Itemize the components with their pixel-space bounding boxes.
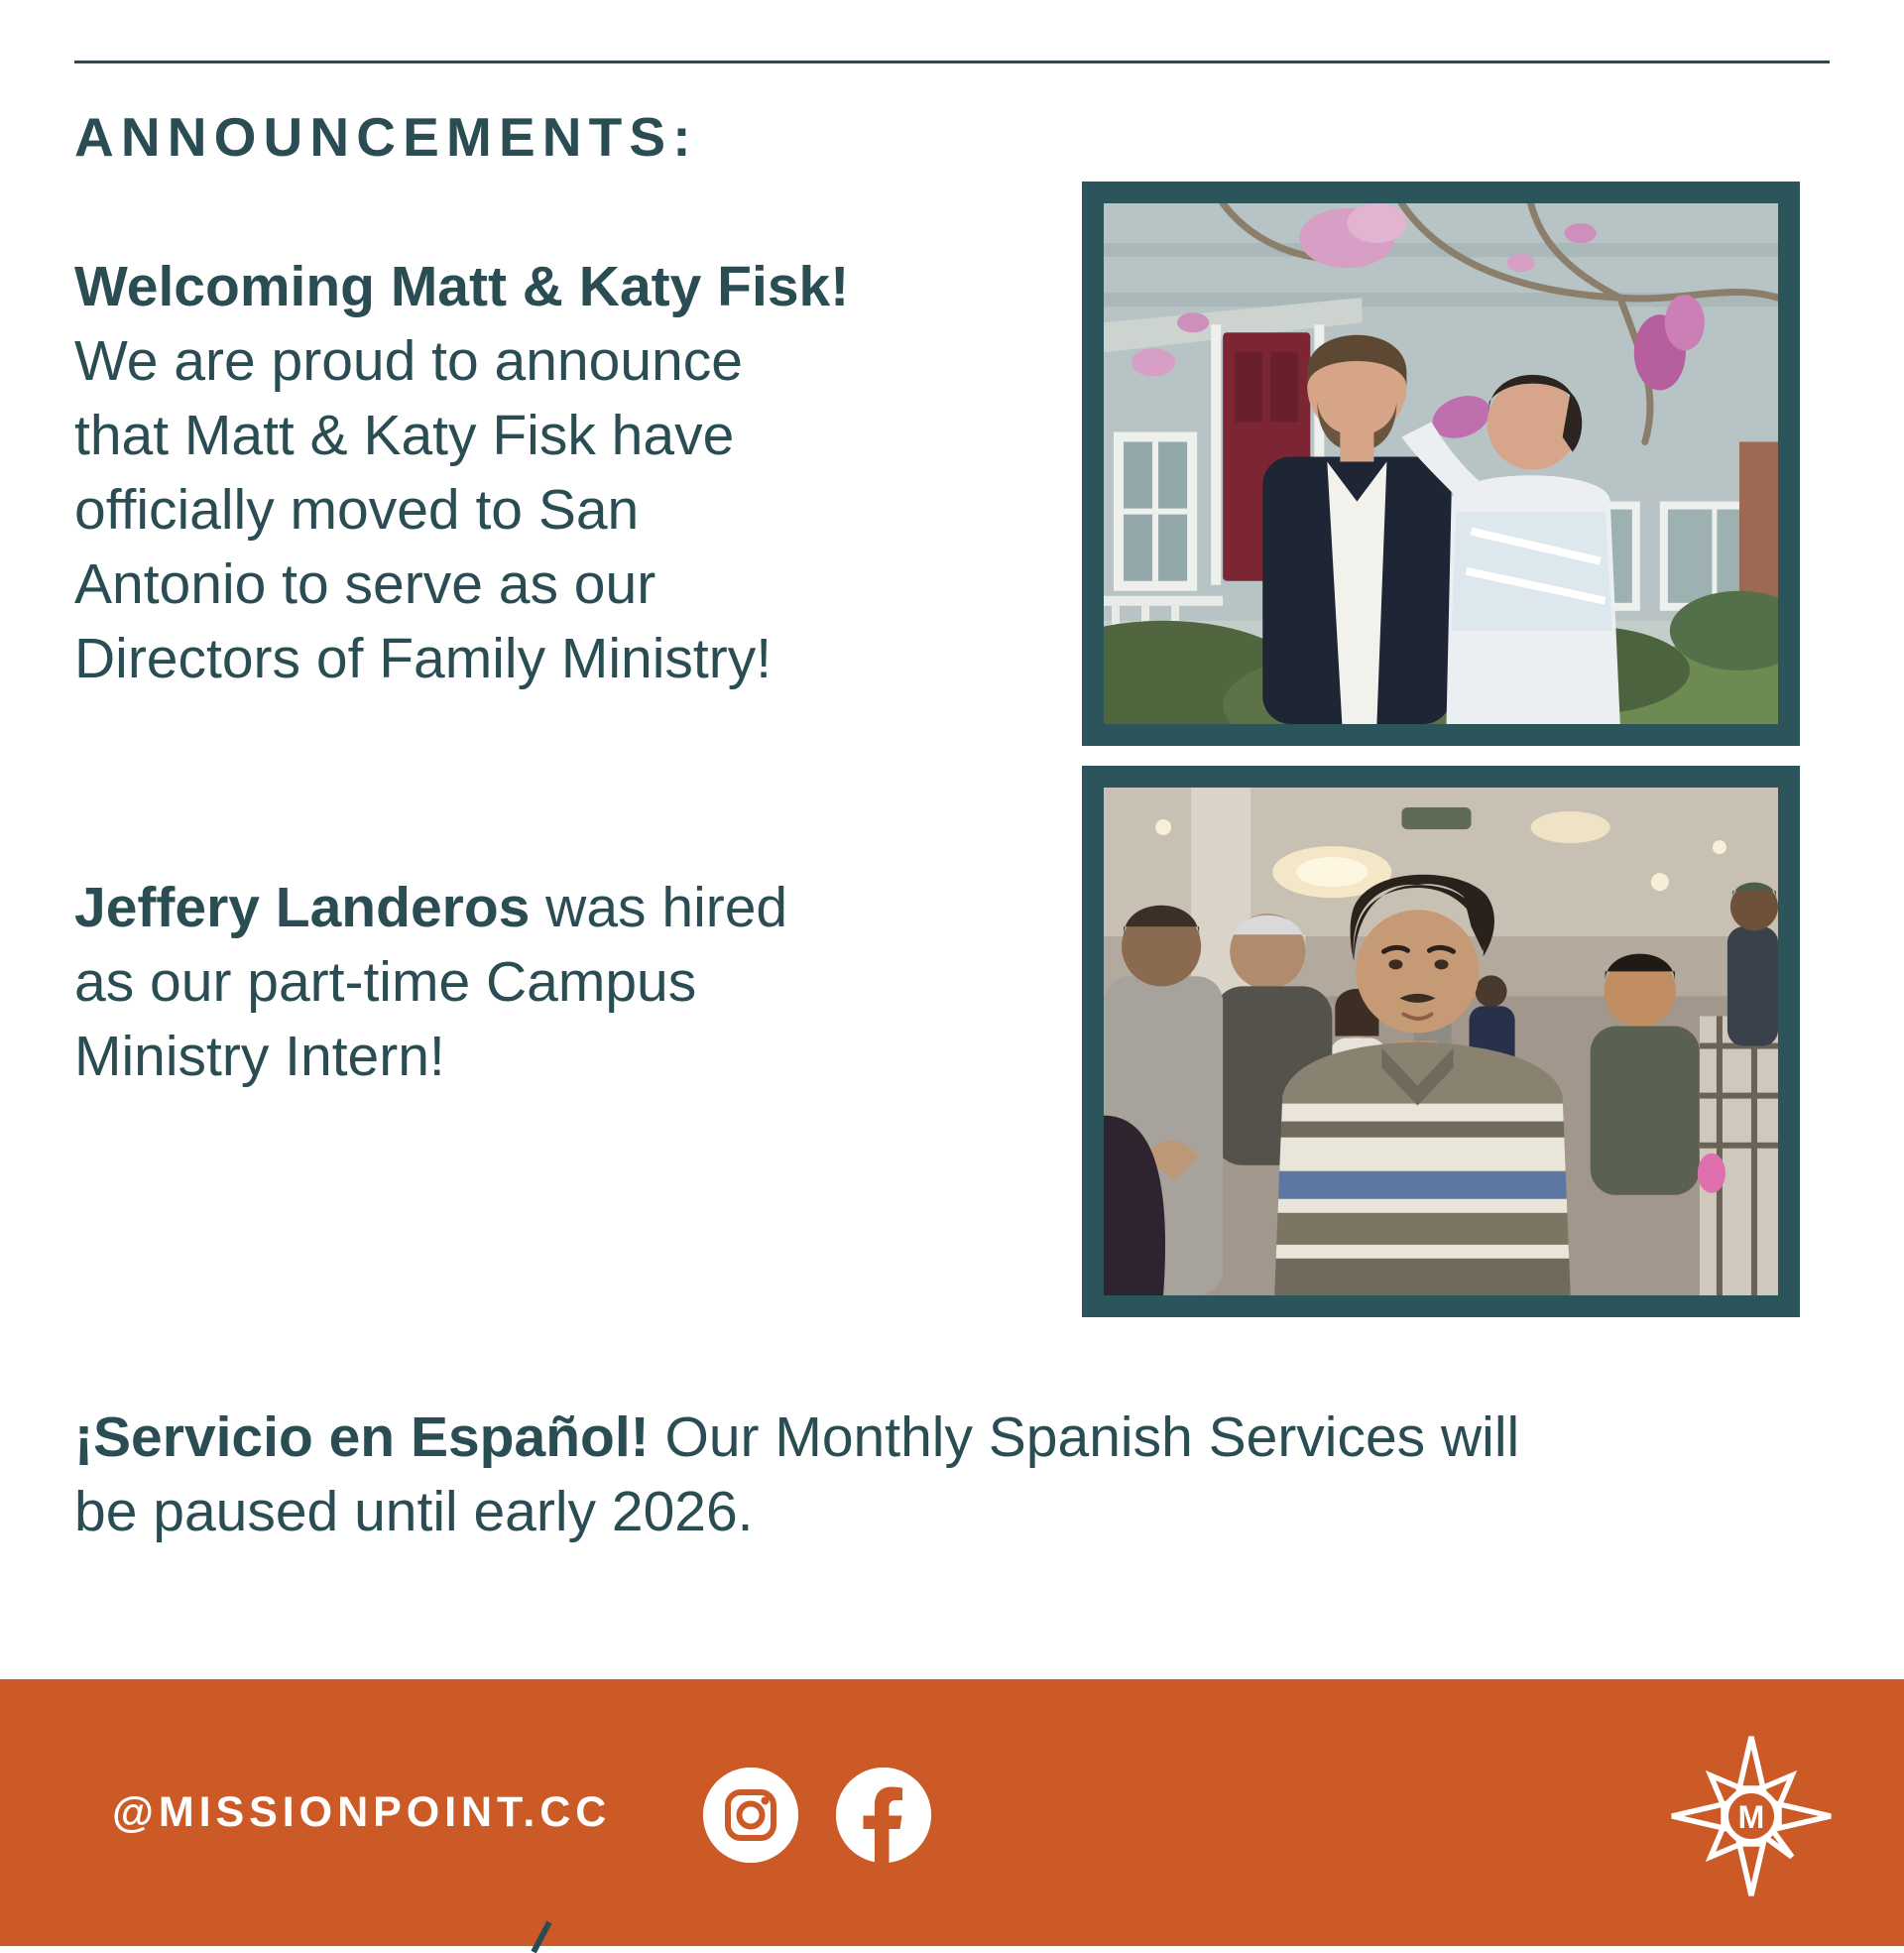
photo-matt-katy-fisk — [1082, 182, 1800, 746]
page-title: ANNOUNCEMENTS: — [74, 106, 698, 168]
text-line: be paused until early 2026. — [74, 1480, 754, 1543]
text-line: Directors of Family Ministry! — [74, 627, 773, 690]
facebook-glyph — [836, 1768, 931, 1863]
announcement-jeffery — [74, 871, 787, 1094]
instagram-glyph — [703, 1768, 798, 1863]
photo-matt-katy-scene — [1104, 203, 1778, 724]
instagram-icon[interactable] — [703, 1768, 798, 1863]
compass-logo — [1667, 1732, 1836, 1900]
text-line: We are proud to announce — [74, 329, 743, 393]
text-line: Jeffery Landeros was hired — [74, 876, 788, 939]
text-line: Welcoming Matt & Katy Fisk! — [74, 255, 850, 318]
compass-letter: M — [1737, 1799, 1765, 1835]
text-line: as our part-time Campus — [74, 950, 697, 1014]
text-line: ¡Servicio en Español! Our Monthly Spanish Services will — [74, 1405, 1520, 1469]
text-line: Ministry Intern! — [74, 1025, 445, 1088]
announcement-fisk — [74, 250, 849, 696]
compass-rose-icon — [1667, 1732, 1836, 1900]
photo-jeffery-scene — [1104, 788, 1778, 1295]
facebook-icon[interactable] — [836, 1768, 931, 1863]
announcement-servicio — [74, 1401, 1519, 1549]
text-line: Antonio to serve as our — [74, 552, 656, 616]
social-handle[interactable]: @MISSIONPOINT.CC — [112, 1788, 612, 1836]
top-divider — [74, 61, 1830, 63]
text-line: that Matt & Katy Fisk have — [74, 404, 735, 467]
photo-jeffery-landeros — [1082, 766, 1800, 1317]
text-line: officially moved to San — [74, 478, 640, 542]
